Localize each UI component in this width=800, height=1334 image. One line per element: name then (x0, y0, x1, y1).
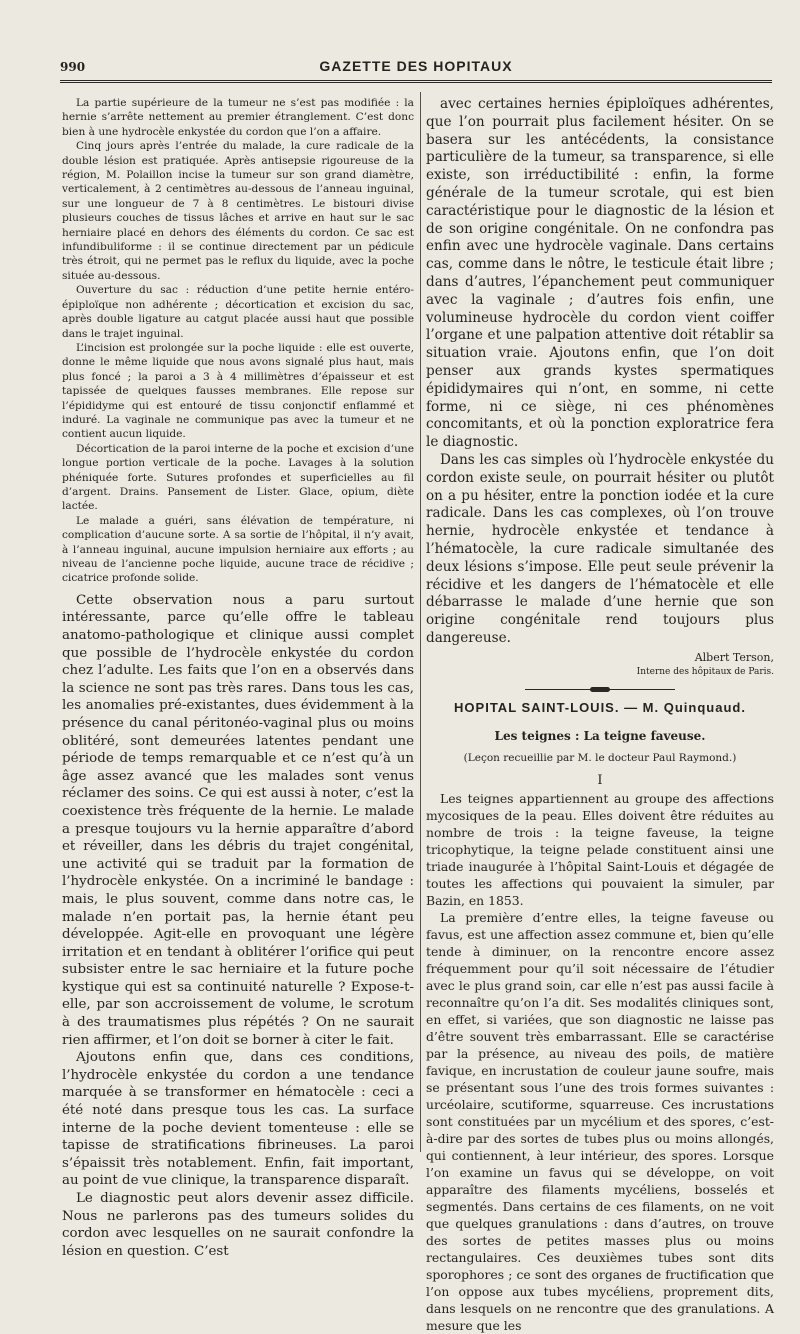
right-column (426, 96, 774, 1334)
paragraph: La première d’entre elles, la teigne faveuse ou favus, est une affection assez commune et, bien qu’elle tende à diminuer, on la rencontre encore assez fréquemment pour qu’il soit nécessaire de l’étudier avec le plus grand soin, car elle n’est pas aussi facile à reconnaître qu’on l’a dit. Ses modalités cliniques sont, en effet, si variées, que son diagnostic ne laisse pas d’être souvent très embarrassant. Elle se caractérise par la présence, au niveau des poils, de matière favique, en incrustation de couleur jaune soufre, mais se présentant sous l’une des trois formes suivantes : urcéolaire, scutiforme, squarreuse. Ces incrustations sont constituées par un mycélium et des spores, c’est-à-dire par des sortes de tubes plus ou moins allongés, qui contiennent, à leur intérieur, des spores. Lorsque l’on examine un favus qui se développe, on voit apparaître des filaments mycéliens, bosselés et segmentés. Dans certains de ces filaments, on ne voit que quelques granulations : dans d’autres, on trouve des sortes de petites masses plus ou moins rectangulaires. Ces deuxièmes tubes sont dits sporophores ; ce sont des organes de fructification que l’on oppose aux tubes mycéliens, proprement dits, dans lesquels on ne rencontre que des granulations. A mesure que les (426, 910, 774, 1334)
paragraph: L’incision est prolongée sur la poche liquide : elle est ouverte, donne le même liquide que nous avons signalé plus haut, mais plus foncé ; la paroi a 3 à 4 millimètres d’épaisseur et est tapissée de quelques fausses membranes. Elle repose sur l’épididyme qui est entouré de tissu conjonctif enflammé et induré. La vaginale ne communique pas avec la tumeur et ne contient aucun liquide. (62, 341, 414, 441)
section-divider (525, 689, 675, 690)
lecture-title: Les teignes : La teigne faveuse. (494, 729, 706, 744)
newspaper-title: GAZETTE DES HOPITAUX (319, 58, 513, 74)
author-signature: Albert Terson, (694, 650, 774, 664)
paragraph: Ajoutons enfin que, dans ces conditions, l’hydrocèle enkystée du cordon a une tendance marquée à se transformer en hématocèle : ceci a été noté dans presque tous les cas. La surface interne de la poche devient tomenteuse : elle se tapisse de stratifications fibrineuses. La paroi s’épaissit très notablement. Enfin, fait important, au point de vue clinique, la transparence disparaît. (62, 1050, 414, 1189)
author-role: Interne des hôpitaux de Paris. (636, 667, 774, 678)
paragraph: La partie supérieure de la tumeur ne s’est pas modifiée : la hernie s’arrête nettement au premier étranglement. C’est donc bien à une hydrocèle enkystée du cordon que l’on a affaire. (62, 97, 414, 138)
header-rule (60, 80, 772, 83)
page-number: 990 (60, 60, 86, 74)
column-divider (420, 92, 421, 1152)
paragraph: Les teignes appartiennent au groupe des affections mycosiques de la peau. Elles doivent être réduites au nombre de trois : la teigne faveuse, la teigne tricophytique, la teigne pelade constituent ainsi une triade inaugurée à l’hôpital Saint-Louis et dégagée de toutes les affections qui pouvaient la simuler, par Bazin, en 1853. (426, 791, 774, 909)
paragraph: Dans les cas simples où l’hydrocèle enkystée du cordon existe seule, on pourrait hésiter ou plutôt on a pu hésiter, entre la ponction iodée et la cure radicale. Dans les cas complexes, où l’on trouve hernie, hydrocèle enkystée et tendance à l’hématocèle, la cure radicale simultanée des deux lésions s’impose. Elle peut seule prévenir la récidive et les dangers de l’hématocèle et elle débarrasse le malade d’une hernie que son origine congénitale rend toujours plus dangereuse. (426, 451, 774, 646)
lecture-note: (Leçon recueillie par M. le docteur Paul Raymond.) (463, 752, 737, 765)
paragraph: Ouverture du sac : réduction d’une petite hernie entéro-épiploïque non adhérente ; décortication et excision du sac, après double ligature au catgut placée aussi haut que possible dans le trajet inguinal. (62, 284, 414, 340)
paragraph: avec certaines hernies épiploïques adhérentes, que l’on pourrait plus facilement hésiter. On se basera sur les antécédents, la consistance particulière de la tumeur, sa transparence, si elle existe, son irréductibilité : enfin, la forme générale de la tumeur scrotale, qui est bien caractéristique pour le diagnostic de la lésion et de son origine congénitale. On ne confondra pas enfin avec une hydrocèle vaginale. Dans certains cas, comme dans le nôtre, le testicule était libre ; dans d’autres, l’épanchement peut communiquer avec la vaginale ; d’autres fois enfin, une volumineuse hydrocèle du cordon vient coiffer l’organe et une palpation attentive doit rétablir sa situation vraie. Ajoutons enfin, que l’on doit penser aux grands kystes spermatiques épididymaires qui n’ont, en somme, ni cette forme, ni ce siège, ni ces phénomènes concomitants, et où la ponction exploratrice fera le diagnostic. (426, 96, 774, 451)
paragraph: Décortication de la paroi interne de la poche et excision d’une longue portion verticale de la poche. Lavages à la solution phéniquée forte. Sutures profondes et superficielles au fil d’argent. Drains. Pansement de Lister. Glace, opium, diète lactée. (62, 442, 414, 513)
paragraph: Cinq jours après l’entrée du malade, la cure radicale de la double lésion est pratiquée. Après antisepsie rigoureuse de la région, M. Polaillon incise la tumeur sur son grand diamètre, verticalement, à 2 centimètres au-dessous de l’anneau inguinal, sur une longueur de 7 à 8 centimètres. Le bistouri divise plusieurs couches de tissus lâches et arrive en haut sur le sac herniaire placé en dehors des éléments du cordon. Ce sac est infundibuliforme : il se continue directement par un pédicule très étroit, qui ne permet pas le reflux du liquide, avec la poche située au-dessous. (62, 140, 414, 282)
page-header (60, 56, 772, 78)
divider-ornament (590, 687, 610, 692)
paragraph: Le malade a guéri, sans élévation de température, ni complication d’aucune sorte. A sa sortie de l’hôpital, il n’y avait, à l’anneau inguinal, aucune impulsion herniaire aux efforts ; au niveau de l’ancienne poche liquide, aucune trace de récidive ; cicatrice profonde solide. (62, 514, 414, 585)
left-column (62, 96, 414, 1259)
section-heading: HOPITAL SAINT-LOUIS. — M. Quinquaud. (454, 699, 746, 715)
roman-numeral: I (597, 772, 603, 788)
paragraph: Le diagnostic peut alors devenir assez difficile. Nous ne parlerons pas des tumeurs solides du cordon avec lesquelles on ne saurait confondre la lésion en question. C’est (62, 1191, 414, 1259)
paragraph: Cette observation nous a paru surtout intéressante, parce qu’elle offre le tableau anatomo-pathologique et clinique aussi complet que possible de l’hydrocèle enkystée du cordon chez l’adulte. Les faits que l’on en a observés dans la science ne sont pas très rares. Dans tous les cas, les anomalies pré-existantes, dues évidemment à la présence du canal péritonéo-vaginal plus ou moins oblitéré, sont demeurées latentes pendant une période de temps remarquable et ce n’est qu’à un âge assez avancé que les malades sont venus réclamer des soins. Ce qui est aussi à noter, c’est la coexistence très fréquente de la hernie. Le malade a presque toujours vu la hernie apparaître d’abord et réveiller, dans les débris du trajet congénital, une activité qui se traduit par la formation de l’hydrocèle enkystée. On a incriminé le bandage : mais, le plus souvent, comme dans notre cas, le malade n’en portait pas, la hernie étant peu développée. Agit-elle en provoquant une légère irritation et en tendant à oblitérer l’orifice qui peut subsister entre le sac herniaire et la future poche kystique qui est sa continuité naturelle ? Expose-t-elle, par son accroissement de volume, le scrotum à des traumatismes plus répétés ? On ne saurait rien affirmer, et l’on doit se borner à citer le fait. (62, 592, 414, 1048)
